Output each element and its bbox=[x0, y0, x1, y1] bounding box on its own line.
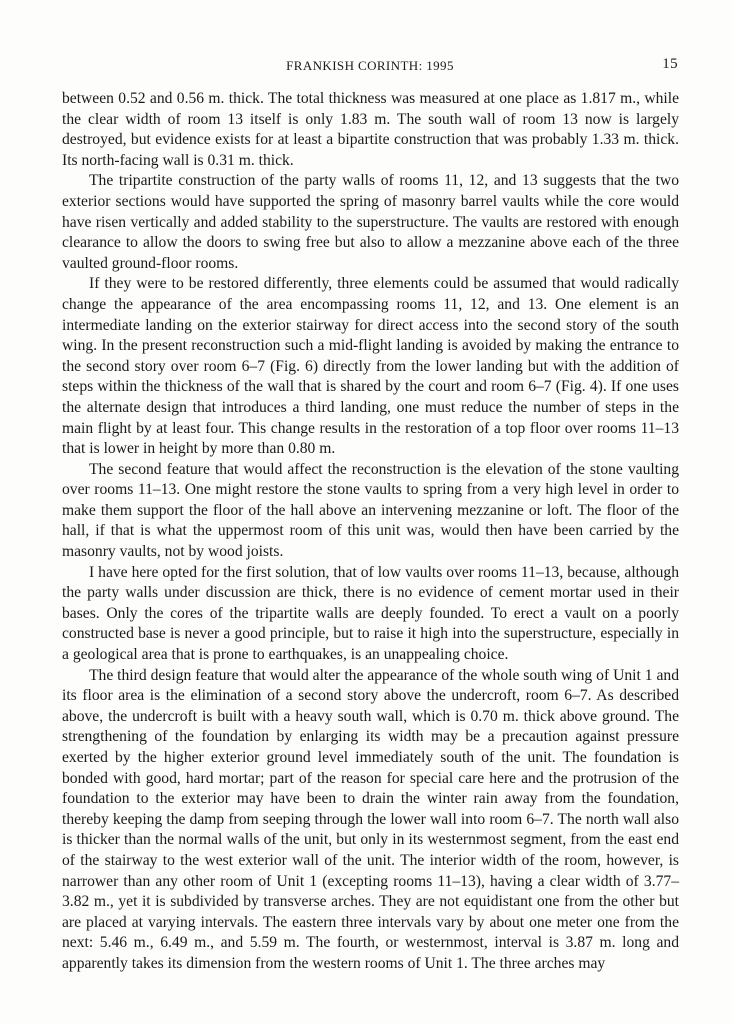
running-title: FRANKISH CORINTH: 1995 bbox=[286, 58, 454, 73]
paragraph: between 0.52 and 0.56 m. thick. The total thickness was measured at one place as 1.817 m., while the clear width of room 13 itself is only 1.83 m. The south wall of room 13 now is largely destroyed, but evidence exists for at least a bipartite construction that was probably 1.33 m. thick. Its north-facing wall is 0.31 m. thick. bbox=[62, 90, 679, 169]
running-head bbox=[62, 56, 678, 78]
body-text bbox=[62, 89, 679, 975]
page-number: 15 bbox=[662, 56, 678, 72]
paragraph: The second feature that would affect the reconstruction is the elevation of the stone vaulting over rooms 11–13. One might restore the stone vaults to spring from a very high level in order to make them support the floor of the hall above an intervening mezzanine or loft. The floor of the hall, if that is what the uppermost room of this unit was, would then have been carried by the masonry vaults, not by wood joists. bbox=[62, 460, 679, 561]
paragraph: The third design feature that would alter the appearance of the whole south wing of Unit 1 and its floor area is the elimination of a second story above the undercroft, room 6–7. As described above, the undercroft is built with a heavy south wall, which is 0.70 m. thick above ground. The strengthening of the foundation by enlarging its width may be a precaution against pressure exerted by the higher exterior ground level immediately south of the unit. The foundation is bonded with good, hard mortar; part of the reason for special care here and the protrusion of the foundation to the exterior may have been to drain the winter rain away from the foundation, thereby keeping the damp from seeping through the lower wall into room 6–7. The north wall also is thicker than the normal walls of the unit, but only in its westernmost segment, from the east end of the stairway to the west exterior wall of the unit. The interior width of the room, however, is narrower than any other room of Unit 1 (excepting rooms 11–13), having a clear width of 3.77–3.82 m., yet it is subdivided by transverse arches. They are not equidistant one from the other but are placed at varying intervals. The eastern three intervals vary by about one meter one from the next: 5.46 m., 6.49 m., and 5.59 m. The fourth, or westernmost, interval is 3.87 m. long and apparently takes its dimension from the western rooms of Unit 1. The three arches may bbox=[62, 666, 679, 972]
paragraph: I have here opted for the first solution, that of low vaults over rooms 11–13, because, although the party walls under discussion are thick, there is no evidence of cement mortar used in their bases. Only the cores of the tripartite walls are deeply founded. To erect a vault on a poorly constructed base is never a good principle, but to raise it high into the superstructure, especially in a geological area that is prone to earthquakes, is an unappealing choice. bbox=[62, 563, 679, 664]
paragraph: If they were to be restored differently, three elements could be assumed that would radically change the appearance of the area encompassing rooms 11, 12, and 13. One element is an intermediate landing on the exterior stairway for direct access into the second story of the south wing. In the present reconstruction such a mid-flight landing is avoided by making the entrance to the second story over room 6–7 (Fig. 6) directly from the lower landing but with the addition of steps within the thickness of the wall that is shared by the court and room 6–7 (Fig. 4). If one uses the alternate design that introduces a third landing, one must reduce the number of steps in the main flight by at least four. This change results in the restoration of a top floor over rooms 11–13 that is lower in height by more than 0.80 m. bbox=[62, 275, 679, 458]
paragraph: The tripartite construction of the party walls of rooms 11, 12, and 13 suggests that the two exterior sections would have supported the spring of masonry barrel vaults while the core would have risen vertically and added stability to the superstructure. The vaults are restored with enough clearance to allow the doors to swing free but also to allow a mezzanine above each of the three vaulted ground-floor rooms. bbox=[62, 172, 679, 272]
